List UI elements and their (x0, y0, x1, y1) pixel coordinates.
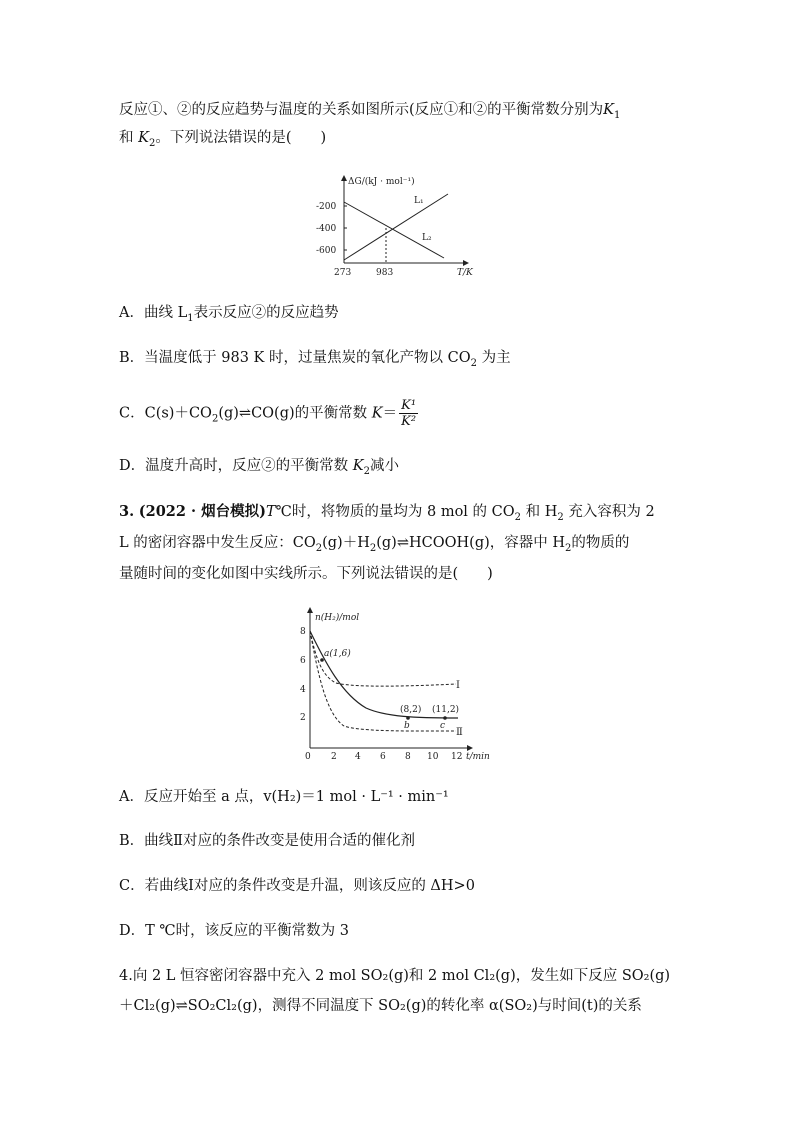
chart1-ytick-400: -400 (316, 224, 337, 234)
l1-line (344, 194, 448, 260)
q2-stem-line2: 和 $K_2$。下列说法错误的是( ) (119, 130, 327, 149)
point-b-label: b (404, 721, 410, 731)
point-c-label: c (440, 721, 446, 731)
chart2-xtick-6: 6 (380, 752, 386, 762)
q2-stem-line1: 反应①、②的反应趋势与温度的关系如图所示(反应①和②的平衡常数分别为$K_1$ (119, 102, 621, 121)
q3-stem-line2: L 的密闭容器中发生反应：$CO_2(g)+H_2(g)\rightleftharpoons HCOOH(g)$，容器中 $H_2$的物质的 (119, 535, 630, 554)
chart2-ytick-8: 8 (300, 627, 306, 637)
q4-stem-line2: ＋Cl₂(g)⇌SO₂Cl₂(g)，测得不同温度下 SO₂(g)的转化率 α(SO₂)与时间(t)的关系 (119, 998, 642, 1014)
q4-stem-line1: 4.向 2 L 恒容密闭容器中充入 2 mol SO₂(g)和 2 mol Cl₂(g)，发生如下反应 SO₂(g) (119, 968, 671, 984)
q3-option-b: B．曲线Ⅱ对应的条件改变是使用合适的催化剂 (119, 833, 416, 849)
chart2-ylabel: n(H₂)/mol (315, 613, 360, 623)
chart1-l1: L₁ (414, 196, 424, 206)
chart2-xtick-0: 0 (305, 752, 311, 762)
q3-option-a: A．反应开始至 a 点，v(H₂)＝1 mol · L⁻¹ · min⁻¹ (119, 789, 449, 805)
chart2-xtick-10: 10 (427, 752, 439, 762)
k-fraction: $\frac{\text{K¹}}{\text{K²}}$ (401, 398, 417, 429)
chart2-xtick-4: 4 (355, 752, 361, 762)
l2-line (344, 202, 444, 258)
chart2-xtick-8: 8 (405, 752, 411, 762)
chart1-ytick-200: -200 (316, 202, 337, 212)
chart1-ytick-600: -600 (316, 246, 337, 256)
chart1-xlabel: T/K (457, 268, 473, 278)
chart1-l2: L₂ (422, 233, 432, 243)
chart2-xlabel: t/min (466, 752, 490, 762)
point-a-label: a(1,6) (324, 649, 351, 659)
q2-option-a: A．曲线 $L_1$表示反应②的反应趋势 (119, 305, 339, 324)
chart2-ytick-6: 6 (300, 656, 306, 666)
q2-option-c: C．$C(s)+CO_2(g)\rightleftharpoons CO(g)$的平衡常数 K＝ $\frac{\text{K¹}}{\text{K²}}$ (119, 398, 417, 429)
point-c-coords: (11,2) (432, 705, 460, 715)
q2-option-d: D．温度升高时，反应②的平衡常数 $K_2$减小 (119, 458, 399, 477)
curve-i-label: Ⅰ (456, 680, 460, 691)
q2-option-b: B．当温度低于 983 K 时，过量焦炭的氧化产物以 $CO_2$ 为主 (119, 350, 511, 369)
curve-ii-label: Ⅱ (456, 727, 463, 738)
chart2-ytick-2: 2 (300, 713, 306, 723)
chart1-ylabel: ΔG/(kJ · mol⁻¹) (348, 177, 415, 187)
chart1-xtick-273: 273 (334, 268, 352, 278)
chart2-ytick-4: 4 (300, 685, 306, 695)
delta-g-chart (310, 172, 490, 280)
q3-stem-line3: 量随时间的变化如图中实线所示。下列说法错误的是( ) (119, 566, 493, 582)
point-b-coords: (8,2) (400, 705, 422, 715)
q3-option-c: C．若曲线Ⅰ对应的条件改变是升温，则该反应的 ΔH>0 (119, 878, 475, 894)
chart2-xtick-2: 2 (331, 752, 337, 762)
chart2-xtick-12: 12 (451, 752, 463, 762)
chart1-xtick-983: 983 (376, 268, 394, 278)
h2-amount-chart (296, 604, 496, 766)
q3-stem-line1: 3. (2022 · 烟台模拟)T℃时，将物质的量均为 8 mol 的 $CO_2$ 和 $H_2$ 充入容积为 2 (119, 503, 655, 523)
q3-option-d: D．T ℃时，该反应的平衡常数为 3 (119, 923, 349, 939)
